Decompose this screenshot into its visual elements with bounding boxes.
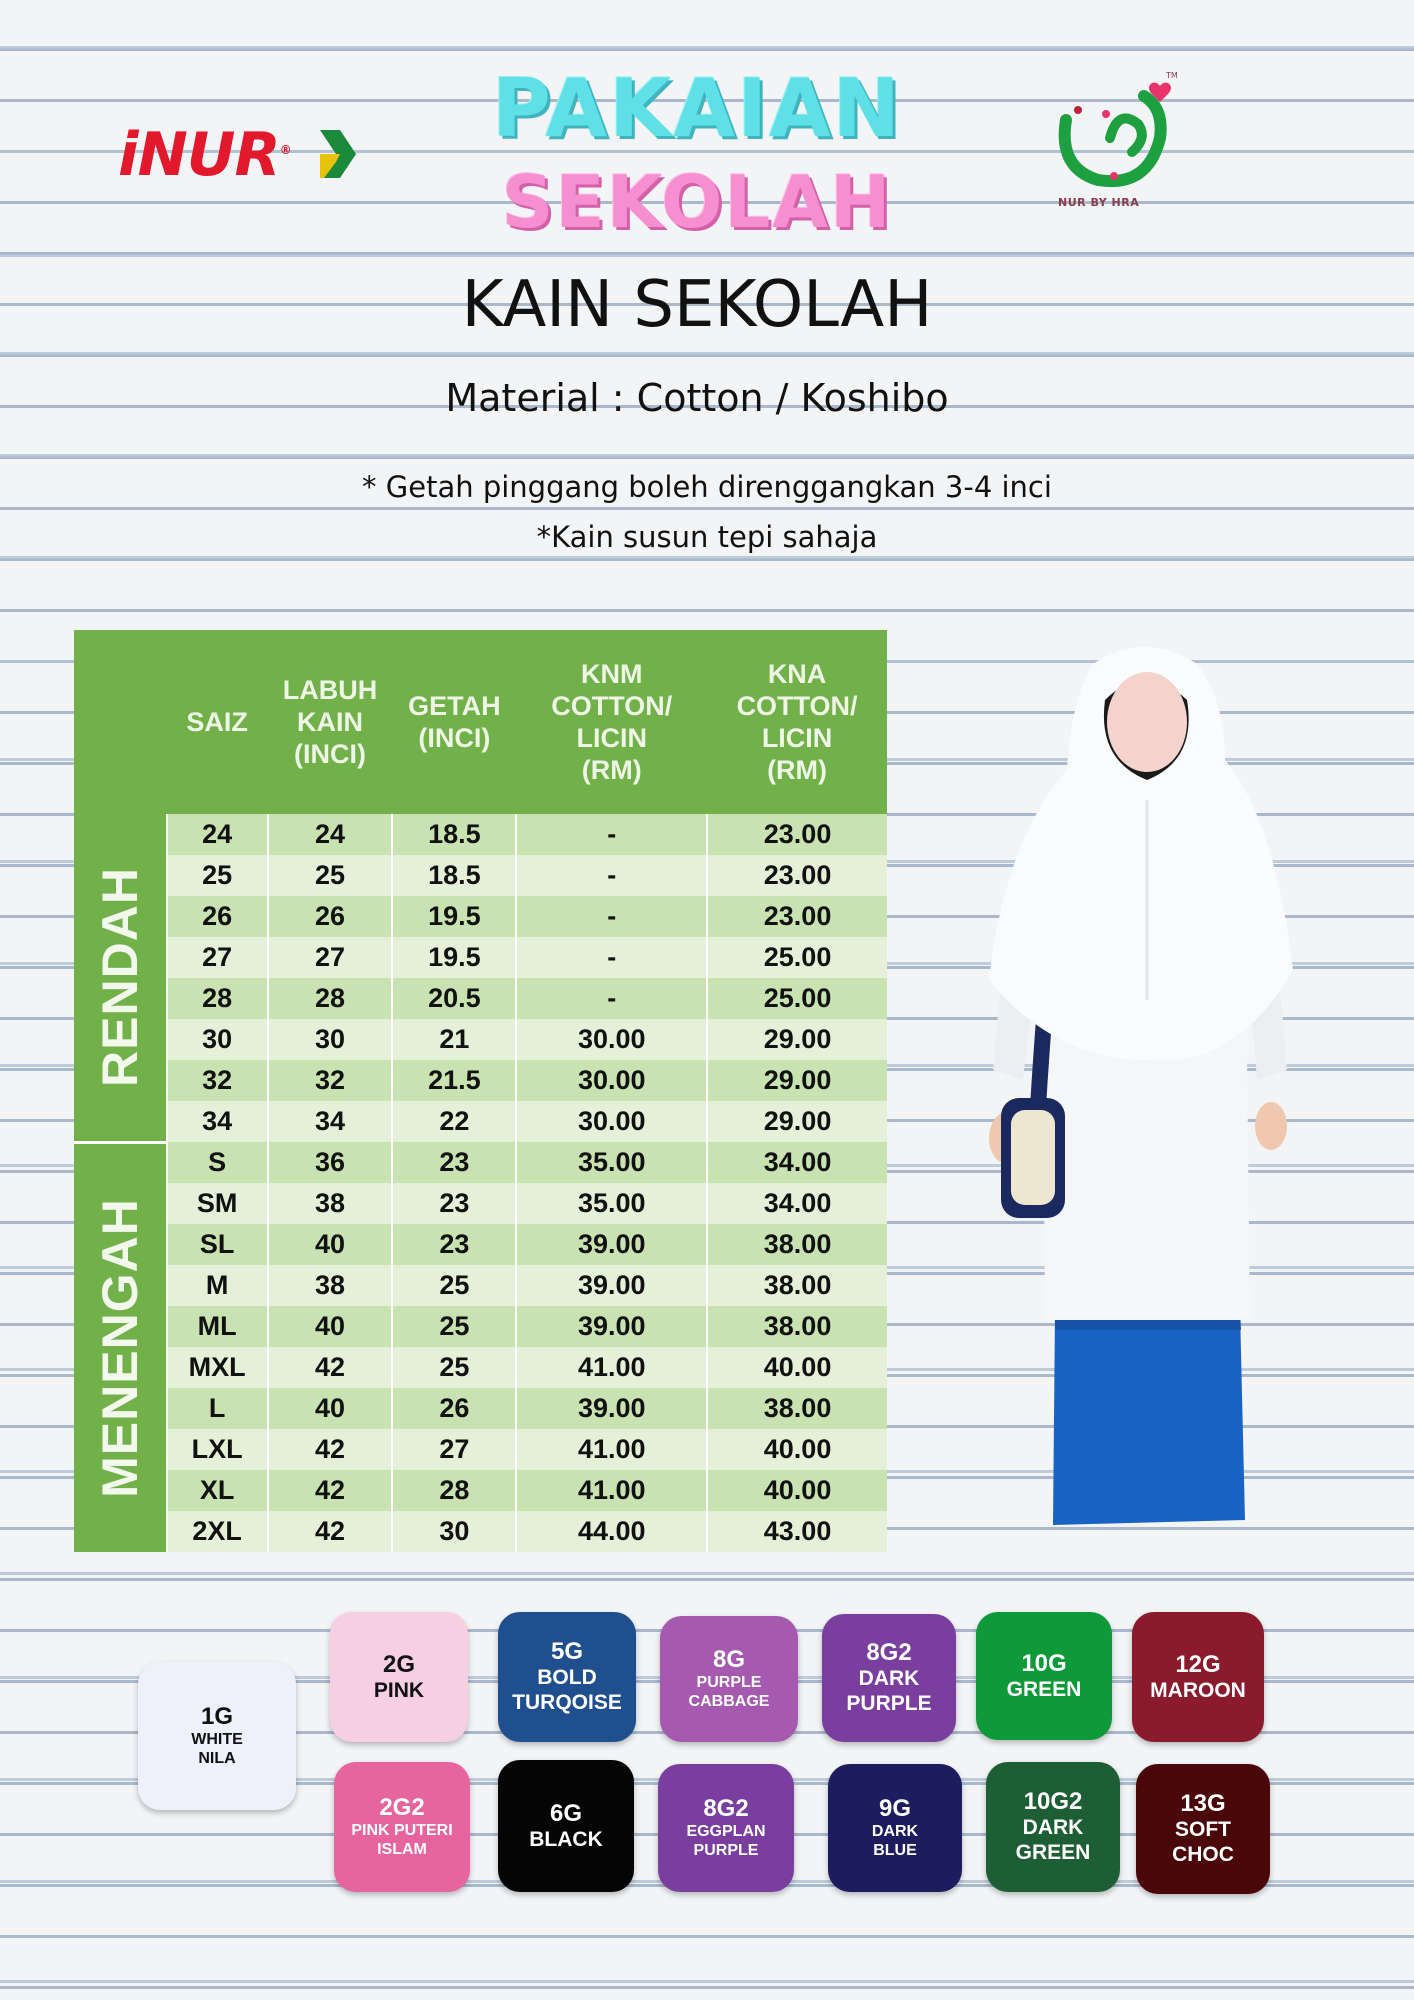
material-text: Material : Cotton / Koshibo (445, 376, 949, 420)
table-cell: - (516, 896, 707, 937)
note-skirt-style: *Kain susun tepi sahaja (536, 520, 878, 554)
table-cell: 23 (392, 1142, 516, 1183)
product-title: KAIN SEKOLAH (461, 268, 933, 342)
swatch-code: 8G (712, 1646, 745, 1673)
color-swatch (828, 1764, 962, 1892)
table-cell: 40 (268, 1306, 393, 1347)
color-swatch (330, 1612, 468, 1742)
swatch-name: PINK PUTERI ISLAM (351, 1822, 453, 1858)
table-cell: LXL (167, 1429, 268, 1470)
table-cell: 20.5 (392, 978, 516, 1019)
ruled-line (0, 46, 1414, 49)
table-cell: 42 (268, 1347, 393, 1388)
table-cell: 40.00 (707, 1429, 887, 1470)
table-cell: 22 (392, 1101, 516, 1142)
table-cell: - (516, 978, 707, 1019)
ruled-line (0, 1980, 1414, 1983)
table-cell: 30.00 (516, 1060, 707, 1101)
ruled-line (0, 556, 1414, 559)
table-cell: ML (167, 1306, 268, 1347)
table-cell: 26 (167, 896, 268, 937)
table-cell: 42 (268, 1429, 393, 1470)
ruled-line (0, 352, 1414, 355)
table-cell: 40 (268, 1224, 393, 1265)
table-row (74, 814, 887, 855)
table-cell: 39.00 (516, 1265, 707, 1306)
color-swatch (822, 1614, 956, 1742)
table-cell: 44.00 (516, 1511, 707, 1552)
table-cell: MXL (167, 1347, 268, 1388)
table-cell: 39.00 (516, 1306, 707, 1347)
swatch-name: DARK GREEN (1015, 1816, 1091, 1864)
table-cell: 28 (392, 1470, 516, 1511)
ruled-line (0, 454, 1414, 457)
table-cell: 2XL (167, 1511, 268, 1552)
header-labuh-kain (268, 630, 393, 814)
table-cell: 39.00 (516, 1388, 707, 1429)
table-cell: 28 (167, 978, 268, 1019)
table-cell: 29.00 (707, 1019, 887, 1060)
table-cell: 27 (268, 937, 393, 978)
table-cell: 19.5 (392, 896, 516, 937)
swatch-code: 9G (878, 1795, 911, 1822)
table-cell: 34 (167, 1101, 268, 1142)
swatch-name: GREEN (1006, 1677, 1082, 1701)
table-cell: L (167, 1388, 268, 1429)
table-row (74, 1019, 887, 1060)
color-swatch (498, 1760, 634, 1892)
inur-registered-mark: ® (279, 143, 291, 157)
group-rendah-label-cell (74, 814, 167, 1142)
swatch-name: BLACK (529, 1827, 603, 1851)
table-row (74, 896, 887, 937)
table-row (74, 1101, 887, 1142)
swatch-name: PURPLE CABBAGE (688, 1674, 770, 1710)
table-cell: 41.00 (516, 1347, 707, 1388)
table-cell: XL (167, 1470, 268, 1511)
table-header-corner (74, 630, 167, 814)
group-menengah-label-cell (74, 1142, 167, 1552)
table-cell: 29.00 (707, 1060, 887, 1101)
table-cell: 38.00 (707, 1224, 887, 1265)
table-cell: SM (167, 1183, 268, 1224)
swatch-code: 2G2 (379, 1794, 425, 1821)
table-cell: 25.00 (707, 937, 887, 978)
table-cell: 26 (392, 1388, 516, 1429)
ruled-line (0, 1572, 1414, 1575)
swatch-code: 10G (1021, 1649, 1067, 1677)
header-knm (516, 630, 707, 814)
table-cell: 23 (392, 1224, 516, 1265)
table-body (74, 814, 887, 1552)
table-cell: 43.00 (707, 1511, 887, 1552)
table-row (74, 1060, 887, 1101)
table-cell: 30 (268, 1019, 393, 1060)
table-cell: 38.00 (707, 1306, 887, 1347)
table-cell: 38.00 (707, 1265, 887, 1306)
table-cell: 32 (268, 1060, 393, 1101)
table-cell: 35.00 (516, 1183, 707, 1224)
table-cell: 25 (392, 1306, 516, 1347)
nur-by-hra-logo (1048, 68, 1184, 208)
table-cell: 24 (167, 814, 268, 855)
color-swatch (498, 1612, 636, 1742)
swatch-code: 10G2 (1023, 1788, 1083, 1815)
table-cell: 23 (392, 1183, 516, 1224)
table-cell: SL (167, 1224, 268, 1265)
title-sekolah: SEKOLAH (501, 160, 893, 244)
table-cell: 27 (392, 1429, 516, 1470)
table-row (74, 1388, 887, 1429)
table-cell: 25 (392, 1347, 516, 1388)
swatch-code: 12G (1175, 1650, 1221, 1678)
table-row (74, 1429, 887, 1470)
table-cell: 23.00 (707, 896, 887, 937)
table-cell: - (516, 937, 707, 978)
table-cell: 25 (392, 1265, 516, 1306)
swatch-code: 13G (1180, 1790, 1226, 1817)
table-cell: 30 (167, 1019, 268, 1060)
note-waistband: * Getah pinggang boleh direnggangkan 3-4 inci (362, 470, 1052, 504)
table-cell: 42 (268, 1511, 393, 1552)
table-cell: 18.5 (392, 814, 516, 855)
nur-by-hra-caption: NUR BY HRA (1058, 196, 1140, 209)
color-swatch (138, 1662, 296, 1810)
header-knm-text: KNM COTTON/ LICIN (RM) (551, 659, 673, 785)
table-row (74, 978, 887, 1019)
table-cell: 39.00 (516, 1224, 707, 1265)
color-swatch (660, 1616, 798, 1742)
table-cell: 38 (268, 1265, 393, 1306)
color-swatch (1136, 1764, 1270, 1894)
table-row (74, 1224, 887, 1265)
table-cell: 24 (268, 814, 393, 855)
swatch-code: 5G (550, 1638, 583, 1665)
size-price-table (74, 630, 887, 1552)
table-cell: 23.00 (707, 855, 887, 896)
table-row (74, 1306, 887, 1347)
table-cell: 19.5 (392, 937, 516, 978)
swatch-name: EGGPLAN PURPLE (686, 1823, 766, 1859)
table-cell: 38 (268, 1183, 393, 1224)
swatch-name: MAROON (1150, 1678, 1246, 1702)
ruled-line (0, 254, 1414, 257)
table-cell: 34.00 (707, 1183, 887, 1224)
header-getah-text: GETAH (INCI) (408, 691, 501, 753)
table-cell: 34 (268, 1101, 393, 1142)
table-header (74, 630, 887, 814)
color-swatch (976, 1612, 1112, 1740)
swatch-name: PINK (373, 1678, 425, 1702)
table-cell: 30 (392, 1511, 516, 1552)
table-cell: 21.5 (392, 1060, 516, 1101)
color-swatch (986, 1762, 1120, 1892)
table-cell: 32 (167, 1060, 268, 1101)
table-row (74, 1265, 887, 1306)
table-cell: 23.00 (707, 814, 887, 855)
table-cell: 18.5 (392, 855, 516, 896)
swatch-code: 1G (200, 1703, 233, 1730)
swatch-code: 8G2 (866, 1639, 912, 1666)
table-cell: 29.00 (707, 1101, 887, 1142)
table-cell: 38.00 (707, 1388, 887, 1429)
swatch-code: 2G (382, 1650, 415, 1678)
swatch-code: 6G (549, 1799, 582, 1827)
table-cell: M (167, 1265, 268, 1306)
table-cell: 25.00 (707, 978, 887, 1019)
table-cell: - (516, 855, 707, 896)
table-cell: 40.00 (707, 1347, 887, 1388)
header-getah (392, 630, 516, 814)
inur-logo-text: iNUR (118, 120, 280, 190)
color-swatch (334, 1762, 470, 1892)
swatch-code: 8G2 (703, 1795, 749, 1822)
table-row (74, 1183, 887, 1224)
table-cell: 25 (167, 855, 268, 896)
table-row (74, 1470, 887, 1511)
student-model-illustration (975, 640, 1305, 1540)
color-swatch (658, 1764, 794, 1892)
table-cell: S (167, 1142, 268, 1183)
swatch-name: WHITE NILA (191, 1731, 243, 1767)
swatch-name: SOFT CHOC (1172, 1818, 1234, 1866)
table-row (74, 1511, 887, 1552)
table-row (74, 937, 887, 978)
table-cell: 40.00 (707, 1470, 887, 1511)
header-labuh-kain-text: LABUH KAIN (INCI) (282, 675, 378, 769)
table-cell: 41.00 (516, 1470, 707, 1511)
title-pakaian: PAKAIAN (492, 62, 902, 155)
header-kna (707, 630, 887, 814)
table-cell: 30.00 (516, 1101, 707, 1142)
table-cell: 42 (268, 1470, 393, 1511)
swatch-name: DARK BLUE (871, 1823, 919, 1859)
header-saiz: SAIZ (167, 630, 268, 814)
group-menengah-label: MENENGAH (91, 1197, 148, 1498)
table-cell: 27 (167, 937, 268, 978)
table-cell: 28 (268, 978, 393, 1019)
table-row (74, 855, 887, 896)
table-cell: 25 (268, 855, 393, 896)
svg-text:TM: TM (1166, 71, 1178, 80)
table-cell: 21 (392, 1019, 516, 1060)
group-rendah-label: RENDAH (91, 867, 148, 1088)
table-cell: 26 (268, 896, 393, 937)
header-kna-text: KNA COTTON/ LICIN (RM) (736, 659, 858, 785)
table-cell: 34.00 (707, 1142, 887, 1183)
color-swatch (1132, 1612, 1264, 1742)
table-cell: 40 (268, 1388, 393, 1429)
table-cell: 36 (268, 1142, 393, 1183)
table-row (74, 1142, 887, 1183)
table-row (74, 1347, 887, 1388)
table-cell: - (516, 814, 707, 855)
table-cell: 35.00 (516, 1142, 707, 1183)
table-cell: 41.00 (516, 1429, 707, 1470)
swatch-name: BOLD TURQOISE (512, 1666, 622, 1714)
table-cell: 30.00 (516, 1019, 707, 1060)
swatch-name: DARK PURPLE (846, 1667, 932, 1715)
